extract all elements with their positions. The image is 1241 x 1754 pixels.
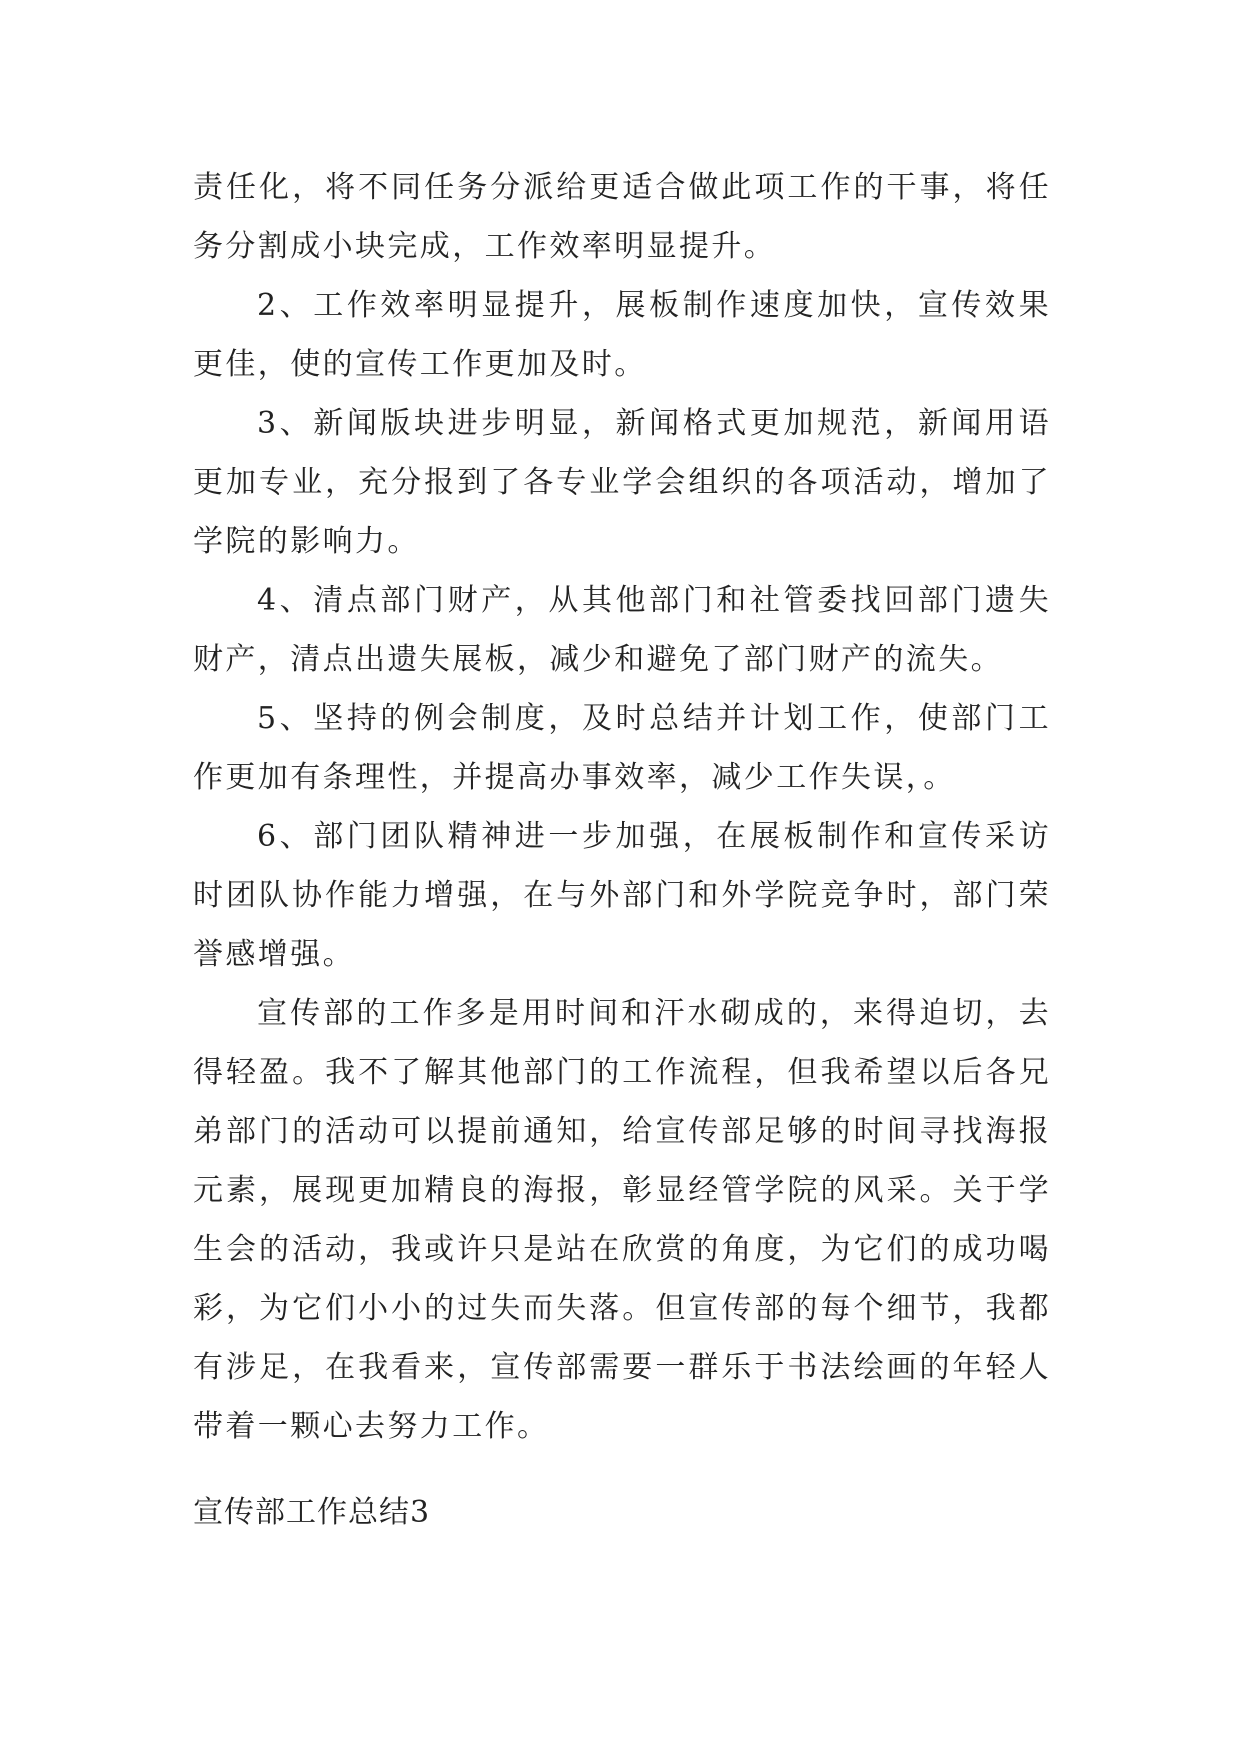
- paragraph-closing: 宣传部的工作多是用时间和汗水砌成的，来得迫切，去得轻盈。我不了解其他部门的工作流程，但我希望以后各兄弟部门的活动可以提前通知，给宣传部足够的时间寻找海报元素，展现更加精良的海报，彰显经管学院的风采。关于学生会的活动，我或许只是站在欣赏的角度，为它们的成功喝彩，为它们小小的过失而失落。但宣传部的每个细节，我都有涉足，在我看来，宣传部需要一群乐于书法绘画的年轻人带着一颗心去努力工作。: [193, 996, 1051, 1444]
- document-body: [193, 158, 1051, 1456]
- paragraph-item-5: 5、坚持的例会制度，及时总结并计划工作，使部门工作更加有条理性，并提高办事效率，减少工作失误，。: [193, 701, 1051, 795]
- section-heading: 宣传部工作总结3: [193, 1495, 431, 1530]
- paragraph-item-2: 2、工作效率明显提升，展板制作速度加快，宣传效果更佳，使的宣传工作更加及时。: [193, 288, 1051, 382]
- paragraph-item-4: 4、清点部门财产，从其他部门和社管委找回部门遗失财产，清点出遗失展板，减少和避免了部门财产的流失。: [193, 583, 1051, 677]
- paragraph-item-3: 3、新闻版块进步明显，新闻格式更加规范，新闻用语更加专业，充分报到了各专业学会组织的各项活动，增加了学院的影响力。: [193, 406, 1051, 559]
- paragraph-item-6: 6、部门团队精神进一步加强，在展板制作和宣传采访时团队协作能力增强，在与外部门和外学院竞争时，部门荣誉感增强。: [193, 819, 1051, 972]
- paragraph-continuation: 责任化，将不同任务分派给更适合做此项工作的干事，将任务分割成小块完成，工作效率明显提升。: [193, 170, 1051, 264]
